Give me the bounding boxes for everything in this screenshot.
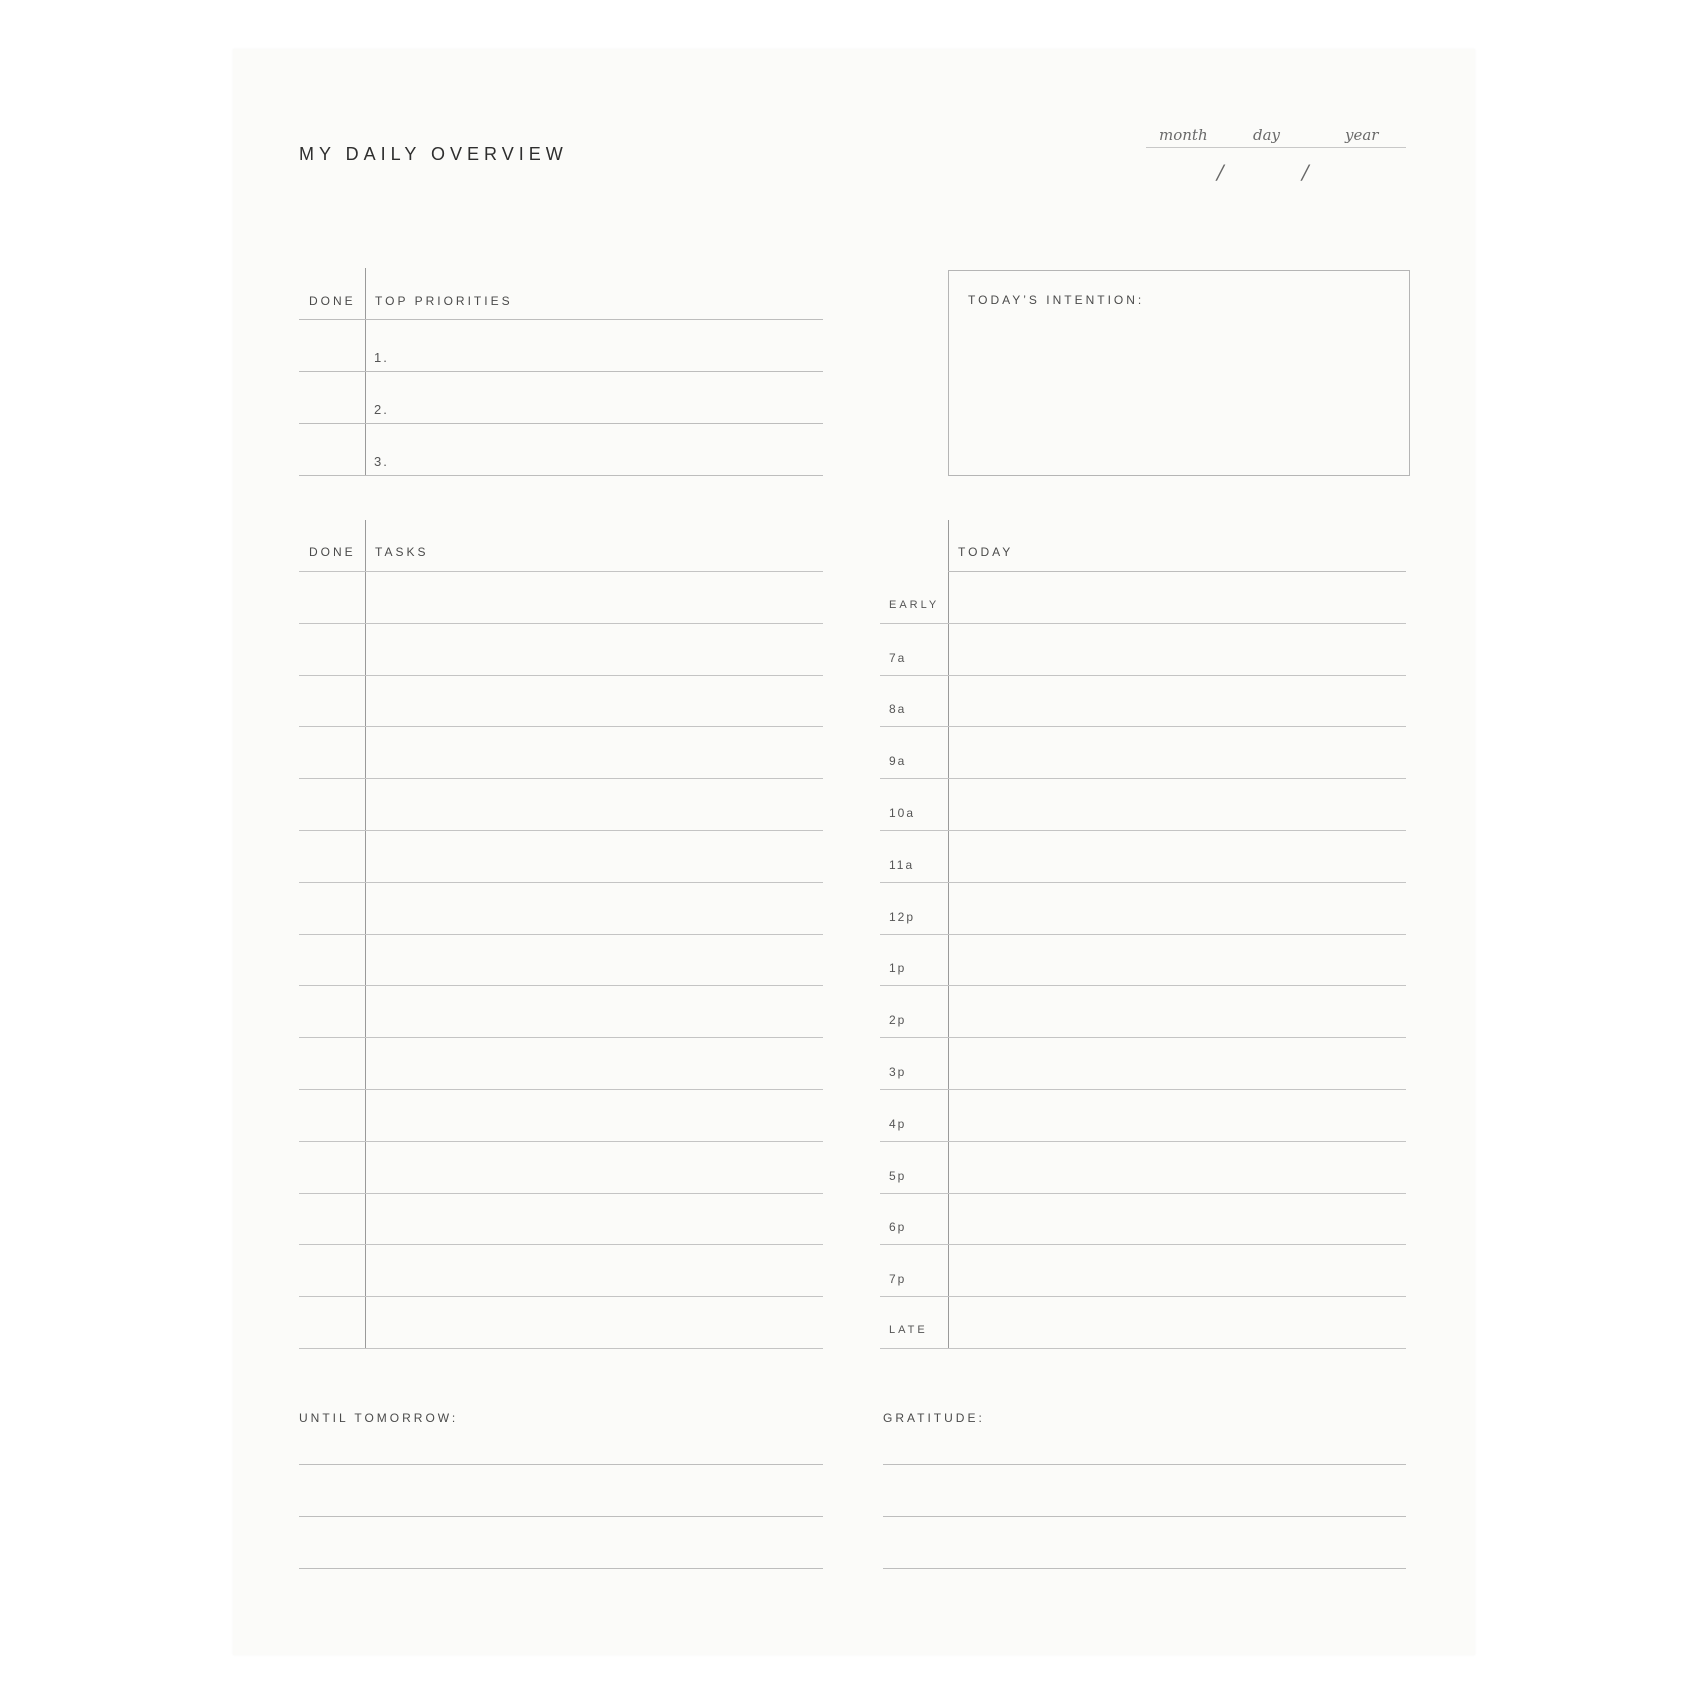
- date-separator-1: /: [1217, 160, 1224, 184]
- priorities-heading: TOP PRIORITIES: [375, 294, 513, 308]
- task-row-line[interactable]: [299, 623, 823, 624]
- schedule-slot-label: 3p: [889, 1065, 907, 1079]
- task-row-line[interactable]: [299, 1193, 823, 1194]
- until-tomorrow-line-3[interactable]: [299, 1568, 823, 1569]
- schedule-slot-label: 1p: [889, 961, 907, 975]
- until-tomorrow-line-1[interactable]: [299, 1464, 823, 1465]
- until-tomorrow-line-2[interactable]: [299, 1516, 823, 1517]
- schedule-slot-line[interactable]: [880, 985, 1406, 986]
- gratitude-label: GRATITUDE:: [883, 1411, 985, 1425]
- schedule-slot-line[interactable]: [880, 778, 1406, 779]
- schedule-slot-label: 7p: [889, 1272, 907, 1286]
- schedule-slot-label: 6p: [889, 1220, 907, 1234]
- schedule-slot-label: 11a: [889, 858, 915, 872]
- gratitude-line-2[interactable]: [883, 1516, 1406, 1517]
- gratitude-line-1[interactable]: [883, 1464, 1406, 1465]
- tasks-heading: TASKS: [375, 545, 429, 559]
- schedule-slot-label: 2p: [889, 1013, 907, 1027]
- task-row-line[interactable]: [299, 571, 823, 572]
- schedule-slot-line[interactable]: [880, 1141, 1406, 1142]
- task-row-line[interactable]: [299, 675, 823, 676]
- intention-label: TODAY’S INTENTION:: [968, 293, 1145, 307]
- task-row-line[interactable]: [299, 778, 823, 779]
- task-row-line[interactable]: [299, 1037, 823, 1038]
- task-row-line[interactable]: [299, 830, 823, 831]
- priority-item-2: 2.: [374, 402, 389, 417]
- schedule-slot-line[interactable]: [880, 726, 1406, 727]
- schedule-slot-line[interactable]: [880, 1296, 1406, 1297]
- tasks-done-label: DONE: [309, 545, 356, 559]
- task-row-line[interactable]: [299, 1089, 823, 1090]
- priorities-header-line: [299, 319, 823, 320]
- schedule-header-line: [948, 571, 1406, 572]
- schedule-slot-label: 4p: [889, 1117, 907, 1131]
- schedule-slot-label: 9a: [889, 754, 907, 768]
- schedule-slot-line[interactable]: [880, 830, 1406, 831]
- schedule-slot-line[interactable]: [880, 1193, 1406, 1194]
- task-row-line[interactable]: [299, 1296, 823, 1297]
- date-year-label: year: [1345, 126, 1379, 144]
- schedule-slot-line[interactable]: [880, 882, 1406, 883]
- priority-line-2[interactable]: [299, 423, 823, 424]
- task-row-line[interactable]: [299, 1141, 823, 1142]
- priority-line-3[interactable]: [299, 475, 823, 476]
- priority-line-1[interactable]: [299, 371, 823, 372]
- schedule-slot-line[interactable]: [880, 1244, 1406, 1245]
- until-tomorrow-label: UNTIL TOMORROW:: [299, 1411, 459, 1425]
- schedule-slot-line[interactable]: [880, 934, 1406, 935]
- date-day-label: day: [1253, 126, 1281, 144]
- date-separator-2: /: [1302, 160, 1309, 184]
- schedule-slot-label: LATE: [889, 1324, 928, 1336]
- schedule-slot-label: 5p: [889, 1169, 907, 1183]
- task-row-line[interactable]: [299, 1348, 823, 1349]
- schedule-slot-label: 7a: [889, 651, 907, 665]
- schedule-slot-line[interactable]: [880, 1089, 1406, 1090]
- schedule-slot-label: 10a: [889, 806, 916, 820]
- task-row-line[interactable]: [299, 934, 823, 935]
- schedule-slot-line[interactable]: [880, 1348, 1406, 1349]
- schedule-slot-line[interactable]: [880, 675, 1406, 676]
- schedule-slot-label: EARLY: [889, 599, 940, 611]
- priorities-done-label: DONE: [309, 294, 356, 308]
- page-title: MY DAILY OVERVIEW: [299, 144, 568, 164]
- priority-item-1: 1.: [374, 350, 389, 365]
- priorities-divider: [365, 268, 366, 476]
- gratitude-line-3[interactable]: [883, 1568, 1406, 1569]
- task-row-line[interactable]: [299, 1244, 823, 1245]
- schedule-slot-line[interactable]: [880, 623, 1406, 624]
- task-row-line[interactable]: [299, 726, 823, 727]
- task-row-line[interactable]: [299, 882, 823, 883]
- date-month-label: month: [1159, 126, 1208, 144]
- date-line[interactable]: [1146, 147, 1406, 148]
- task-row-line[interactable]: [299, 985, 823, 986]
- schedule-slot-label: 12p: [889, 910, 916, 924]
- priority-item-3: 3.: [374, 454, 389, 469]
- schedule-slot-label: 8a: [889, 702, 907, 716]
- schedule-slot-line[interactable]: [880, 1037, 1406, 1038]
- schedule-heading: TODAY: [958, 545, 1014, 559]
